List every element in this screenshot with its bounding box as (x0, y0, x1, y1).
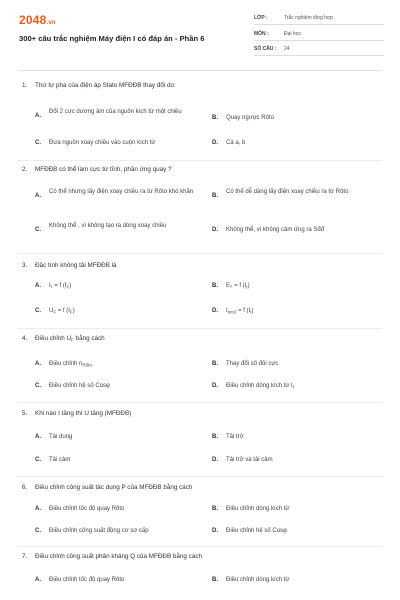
option-letter: D. (212, 140, 218, 146)
question-number: 7. (22, 553, 28, 560)
option-text: E₀ = f $(I_t)$ (226, 283, 250, 290)
option-text: Điều chỉnh công suất động cơ sơ cấp (49, 528, 149, 534)
option-letter: B. (212, 577, 218, 583)
option-letter: C. (35, 140, 41, 146)
option-text: Không thể, vì không cảm ứng ra Sđđ (226, 227, 325, 233)
option-text: Điều chỉnh tốc độ quay Rôto (49, 577, 125, 583)
question-separator (18, 328, 382, 329)
meta-class-label: LỚP : (254, 15, 268, 21)
option-text: Có thể nhưng lấy điện xoay chiều ra từ Rôto khó khăn (49, 189, 194, 195)
meta-count-label: SỐ CÂU : (254, 46, 277, 52)
question-separator (18, 402, 382, 403)
question-number: 4. (22, 335, 28, 342)
option-letter: C. (35, 457, 41, 463)
option-letter: A. (35, 283, 41, 289)
option-text: Cả a, b (226, 140, 246, 146)
logo-main: 2048 (19, 13, 47, 27)
option-text: $I_{nm3} = f$ $(I_t)$ (226, 308, 254, 315)
meta-count-value: 24 (284, 46, 290, 52)
option-letter: B. (212, 506, 218, 512)
option-text: Đổi 2 cực dương âm của nguồn kích từ một chiều (49, 109, 182, 115)
option-letter: B. (212, 193, 218, 199)
option-text: Tải trở (226, 434, 244, 440)
question-number: 5. (22, 410, 28, 417)
option-text: Điều chỉnh dòng kích từ (226, 506, 290, 512)
question-text: Điều chỉnh $U_F$ bằng cách (35, 335, 105, 343)
option-text: Tải dung (49, 434, 73, 440)
question-text: Khi nào I tăng thì U tăng (MFĐĐB) (35, 410, 132, 417)
document-title: 300+ câu trắc nghiệm Máy điện I có đáp án - Phần 6 (19, 34, 205, 43)
option-letter: C. (35, 308, 41, 314)
option-letter: A. (35, 577, 41, 583)
option-text: Điều chỉnh dòng kích từ (226, 577, 290, 583)
question-number: 6. (22, 484, 28, 491)
option-letter: A. (35, 361, 41, 367)
option-text: Không thể , vì không tạo ra dòng xoay chiều (49, 223, 167, 229)
meta-subject-label: MÔN : (254, 31, 269, 37)
option-letter: D. (212, 227, 218, 233)
option-letter: C. (35, 227, 41, 233)
option-letter: A. (35, 193, 41, 199)
question-number: 1. (22, 82, 28, 89)
option-text: Đưa nguồn xoay chiều vào cuộn kích từ (49, 140, 156, 146)
question-text: Thứ tự pha của điện áp Stato MFĐĐB thay đổi do: (35, 82, 176, 89)
option-text: Thay đổi số đôi cực (226, 361, 279, 367)
option-letter: A. (35, 506, 41, 512)
option-text: Điều chỉnh tốc độ quay Rôto (49, 506, 125, 512)
option-letter: D. (212, 457, 218, 463)
question-text: Điều chỉnh công suất tác dụng P của MFĐĐB bằng cách (35, 484, 193, 491)
option-letter: A. (35, 113, 41, 119)
question-number: 3. (22, 262, 28, 269)
option-text: Tải cảm (49, 457, 71, 463)
logo-sub: .vn (46, 20, 56, 26)
option-letter: A. (35, 434, 41, 440)
meta-class-value: Trắc nghiệm tổng hợp (284, 15, 333, 21)
option-text: Có thể dễ dàng lấy điện xoay chiều ra từ Rôto (226, 189, 349, 195)
site-logo[interactable] (19, 13, 56, 27)
question-separator (18, 476, 382, 477)
option-letter: B. (212, 361, 218, 367)
option-letter: C. (35, 528, 41, 534)
question-separator (18, 160, 382, 161)
option-text: Điều chỉnh $n_{Rôto}$ (49, 361, 92, 368)
question-text: Đặc tính không tải MFĐĐB là (35, 262, 117, 269)
meta-subject (254, 28, 384, 41)
option-text: Tải trở và tải cảm (226, 457, 273, 463)
question-number: 2. (22, 166, 28, 173)
header-divider (18, 70, 382, 71)
option-text: I₁ = f $(I_F)$ (49, 283, 72, 290)
option-text: Điều chỉnh hệ số Cosφ (49, 383, 110, 389)
option-letter: C. (35, 383, 41, 389)
option-text: Điều chỉnh hệ số Cosφ (226, 528, 287, 534)
question-text: MFĐĐB có thể làm cực từ tĩnh, phần ứng quay ? (35, 166, 172, 173)
option-text: Quay ngược Rôto (226, 115, 274, 121)
question-text: Điều chỉnh công suất phản kháng Q của MFĐĐB bằng cách (35, 553, 202, 560)
option-letter: B. (212, 283, 218, 289)
option-text: $U_F = f$ $(I_F)$ (49, 308, 75, 315)
question-separator (18, 253, 382, 254)
option-letter: B. (212, 115, 218, 121)
option-letter: B. (212, 434, 218, 440)
meta-subject-value: Đại học (284, 31, 301, 37)
option-letter: D. (212, 308, 218, 314)
meta-class (254, 12, 384, 25)
option-text: Điều chỉnh dòng kích từ $I_t$ (226, 383, 294, 390)
option-letter: D. (212, 383, 218, 389)
question-separator (18, 546, 382, 547)
document-header (0, 0, 400, 72)
option-letter: D. (212, 528, 218, 534)
meta-count (254, 43, 384, 56)
